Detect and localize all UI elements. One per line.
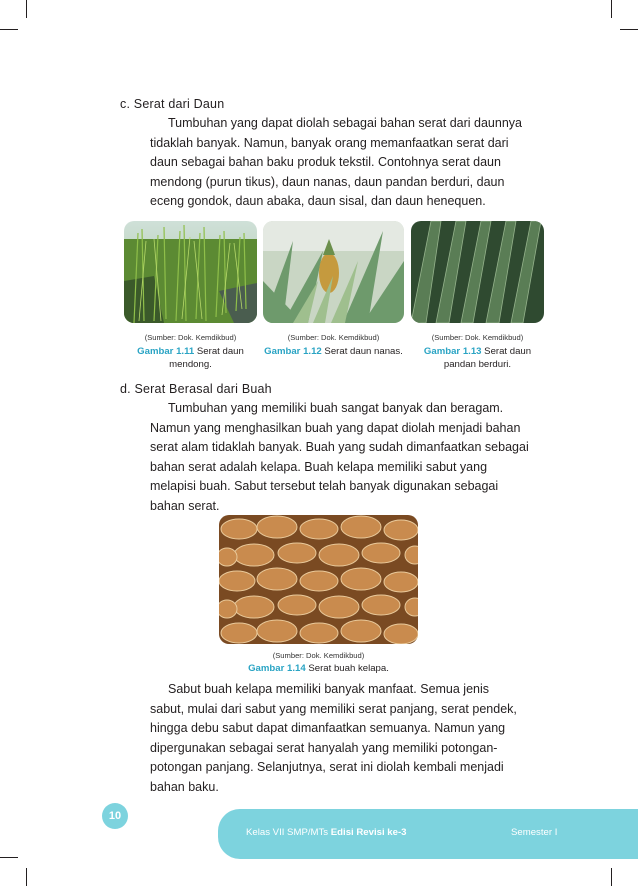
figure-caption: [124, 333, 257, 371]
crop-mark: [26, 868, 27, 886]
figure-caption: [411, 333, 544, 371]
figure-caption-text: Serat buah kelapa.: [305, 663, 389, 674]
footer-book-title: [246, 827, 407, 838]
paragraph-line: eceng gondok, daun abaka, daun sisal, dan daun henequen.: [150, 194, 486, 209]
figure-caption-text: Serat daun: [481, 346, 532, 357]
page-number: 10: [102, 803, 128, 829]
section-heading-d: d. Serat Berasal dari Buah: [120, 382, 272, 396]
paragraph-line: melapisi buah. Sabut tersebut telah banyak digunakan sebagai: [150, 479, 499, 494]
paragraph-line: potongan panjang. Selanjutnya, serat ini diolah kembali menjadi: [150, 760, 504, 775]
paragraph-line: Tumbuhan yang dapat diolah sebagai bahan serat dari daunnya: [168, 116, 522, 130]
closing-paragraph: [150, 680, 542, 798]
crop-mark: [620, 29, 638, 30]
figure-caption: [219, 651, 418, 676]
footer-semester: Semester I: [511, 827, 558, 838]
paragraph-line: tidaklah banyak. Namun, banyak orang memanfaatkan serat dari: [150, 135, 509, 150]
figure-label: Gambar 1.12: [264, 346, 322, 357]
figure-caption: [263, 333, 404, 359]
crop-mark: [611, 0, 612, 18]
paragraph-line: bahan baku.: [150, 779, 219, 794]
footer-book-prefix: Kelas VII SMP/MTs: [246, 827, 331, 838]
mendong-photo: [124, 221, 257, 323]
figure-label: Gambar 1.13: [423, 346, 482, 357]
paragraph-line: dipergunakan sebagai serat hanyalah yang memiliki potongan-: [150, 740, 498, 755]
crop-mark: [0, 29, 18, 30]
paragraph-line: bahan serat adalah kelapa. Buah kelapa memiliki sabut yang: [150, 459, 488, 474]
section-heading-c: c. Serat dari Daun: [120, 97, 225, 111]
pandan-photo: [411, 221, 544, 323]
figure-source: (Sumber: Dok. Kemdikbud): [144, 333, 237, 342]
paragraph-line: hingga debu sabut dapat dimanfaatkan semuanya. Namun yang: [150, 721, 506, 736]
footer-book-edition: Edisi Revisi ke-3: [330, 827, 407, 838]
figure-label: Gambar 1.14: [248, 663, 306, 674]
crop-mark: [26, 0, 27, 18]
paragraph-line: Namun yang menghasilkan buah yang dapat diolah menjadi bahan: [150, 420, 521, 435]
figure-caption-text: Serat daun: [194, 346, 244, 357]
paragraph-line: serat alam tidaklah banyak. Buah yang sudah dimanfaatkan sebagai: [150, 440, 529, 455]
figure-caption-text: mendong.: [169, 358, 212, 370]
figure-caption-text: pandan berduri.: [443, 358, 512, 370]
paragraph-line: bahan serat.: [150, 498, 220, 513]
paragraph-line: sabut, mulai dari sabut yang memiliki serat panjang, serat pendek,: [150, 701, 517, 716]
pineapple-photo: [263, 221, 404, 323]
figure-label: Gambar 1.11: [137, 346, 195, 357]
crop-mark: [611, 868, 612, 886]
coconut-fiber-photo: [219, 515, 418, 644]
figure-source: (Sumber: Dok. Kemdikbud): [272, 651, 365, 660]
paragraph-line: Tumbuhan yang memiliki buah sangat banyak dan beragam.: [168, 401, 504, 415]
crop-mark: [0, 857, 18, 858]
section-c-paragraph: [150, 114, 542, 212]
figure-caption-text: Serat daun nanas.: [321, 346, 403, 357]
paragraph-line: daun sebagai bahan baku produk tekstil. Contohnya serat daun: [150, 155, 501, 170]
paragraph-line: Sabut buah kelapa memiliki banyak manfaat. Semua jenis: [168, 682, 490, 696]
paragraph-line: mendong (purun tikus), daun nanas, daun pandan berduri, daun: [150, 174, 505, 189]
section-d-paragraph: [150, 399, 542, 517]
figure-source: (Sumber: Dok. Kemdikbud): [287, 333, 380, 342]
figure-source: (Sumber: Dok. Kemdikbud): [431, 333, 524, 342]
